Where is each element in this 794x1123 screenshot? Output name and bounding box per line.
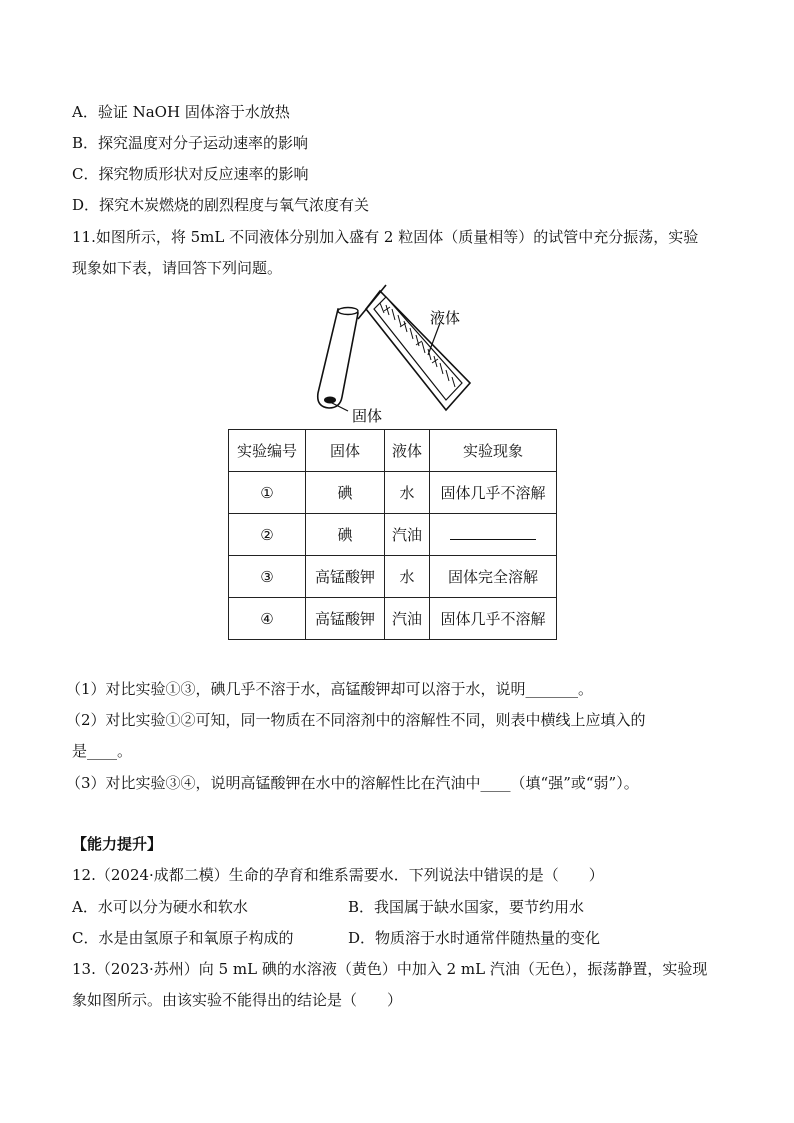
q11-stem-line2: 现象如下表，请回答下列问题。	[72, 259, 283, 277]
cell-phenomenon: 固体几乎不溶解	[430, 472, 557, 514]
q10-option-a: A．验证 NaOH 固体溶于水放热	[72, 103, 290, 121]
cell-no: ④	[229, 598, 306, 640]
q12-option-d: D．物质溶于水时通常伴随热量的变化	[348, 929, 601, 947]
q12-option-b: B．我国属于缺水国家，要节约用水	[348, 898, 585, 916]
tube-with-solid	[318, 308, 358, 409]
cell-phenomenon-blank	[430, 514, 557, 556]
test-tube-figure	[300, 283, 500, 423]
cell-solid: 碘	[306, 472, 385, 514]
label-solid: 固体	[352, 407, 383, 425]
cell-liquid: 汽油	[385, 514, 430, 556]
q10-option-b: B．探究温度对分子运动速率的影响	[72, 134, 309, 152]
cell-phenomenon: 固体几乎不溶解	[430, 598, 557, 640]
cell-solid: 高锰酸钾	[306, 556, 385, 598]
q12-stem: 12.（2024·成都二模）生命的孕育和维系需要水．下列说法中错误的是（ ）	[72, 866, 604, 884]
experiment-table	[228, 429, 557, 640]
table-row	[229, 514, 557, 556]
cell-no: ②	[229, 514, 306, 556]
answer-blank	[450, 525, 536, 540]
q11-sub2-line1: （2）对比实验①②可知，同一物质在不同溶剂中的溶解性不同，则表中横线上应填入的	[66, 711, 646, 729]
cell-no: ①	[229, 472, 306, 514]
cell-liquid: 汽油	[385, 598, 430, 640]
header-liquid: 液体	[385, 430, 430, 472]
cell-liquid: 水	[385, 472, 430, 514]
q12-option-a: A．水可以分为硬水和软水	[72, 898, 248, 916]
q10-option-d: D．探究木炭燃烧的剧烈程度与氧气浓度有关	[72, 196, 370, 214]
cell-liquid: 水	[385, 556, 430, 598]
q11-sub1: （1）对比实验①③，碘几乎不溶于水，高锰酸钾却可以溶于水，说明_______。	[66, 680, 594, 698]
cell-solid: 碘	[306, 514, 385, 556]
table-row	[229, 472, 557, 514]
label-liquid: 液体	[430, 309, 461, 327]
header-phenomenon: 实验现象	[430, 430, 557, 472]
q11-sub2-line2: 是____。	[72, 742, 133, 760]
q13-stem-line1: 13.（2023·苏州）向 5 mL 碘的水溶液（黄色）中加入 2 mL 汽油（无色），振荡静置，实验现	[72, 960, 708, 978]
cell-solid: 高锰酸钾	[306, 598, 385, 640]
q13-stem-line2: 象如图所示。由该实验不能得出的结论是（ ）	[72, 991, 403, 1009]
section-title: 【能力提升】	[72, 835, 163, 853]
q11-stem-line1: 11.如图所示，将 5mL 不同液体分别加入盛有 2 粒固体（质量相等）的试管中充分振荡，实验	[72, 228, 699, 246]
header-exp-no: 实验编号	[229, 430, 306, 472]
q11-sub3: （3）对比实验③④，说明高锰酸钾在水中的溶解性比在汽油中____（填“强”或“弱”）。	[66, 774, 639, 792]
q10-option-c: C．探究物质形状对反应速率的影响	[72, 165, 309, 183]
table-row	[229, 598, 557, 640]
test-tube-diagram	[300, 283, 500, 423]
table-row	[229, 556, 557, 598]
cell-no: ③	[229, 556, 306, 598]
table-header-row	[229, 430, 557, 472]
header-solid: 固体	[306, 430, 385, 472]
q12-option-c: C．水是由氢原子和氧原子构成的	[72, 929, 294, 947]
cell-phenomenon: 固体完全溶解	[430, 556, 557, 598]
